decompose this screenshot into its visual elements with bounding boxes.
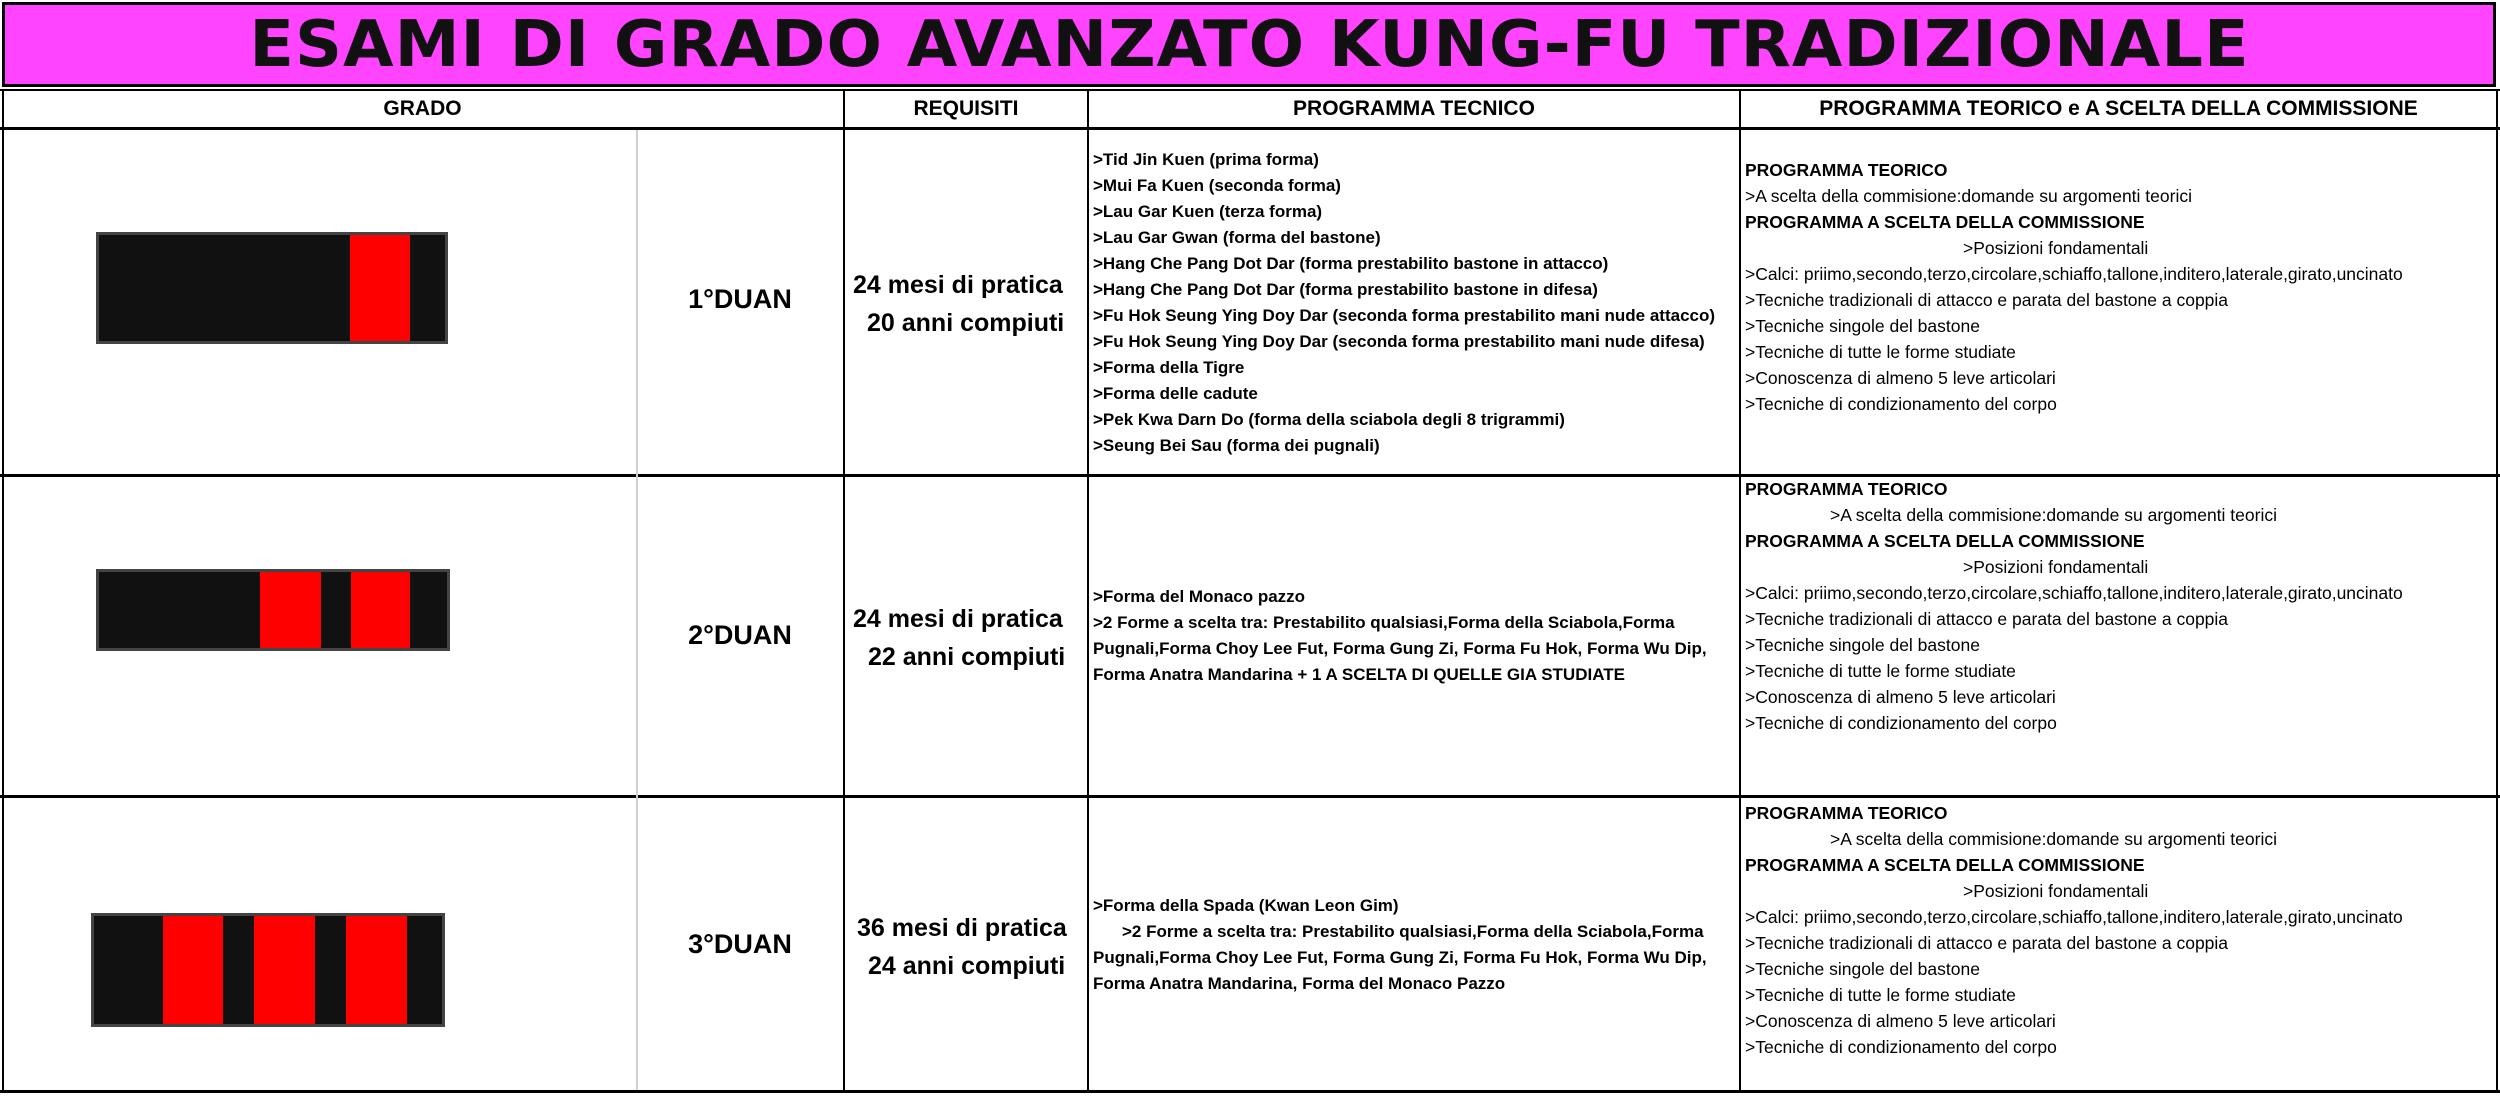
list-item: >Lau Gar Gwan (forma del bastone): [1093, 228, 1381, 247]
header-requisiti: REQUISITI: [913, 97, 1019, 120]
list-item: >Tecniche singole del bastone: [1745, 316, 1980, 336]
list-item: >Calci: priimo,secondo,terzo,circolare,schiaffo,tallone,inditero,laterale,girato,uncinato: [1745, 907, 2403, 927]
requisiti-mesi: 24 mesi di pratica: [853, 271, 1063, 299]
belt-stripe: [163, 916, 223, 1024]
header-programma-tecnico: PROGRAMMA TECNICO: [1293, 97, 1535, 120]
list-item: >Seung Bei Sau (forma dei pugnali): [1093, 436, 1380, 455]
list-item: >Tecniche di condizionamento del corpo: [1745, 394, 2057, 414]
divider: [0, 1090, 2500, 1093]
section-heading: PROGRAMMA A SCELTA DELLA COMMISSIONE: [1745, 531, 2145, 551]
list-item: >2 Forme a scelta tra: Prestabilito qualsiasi,Forma della Sciabola,Forma Pugnali,Forma Choy Lee Fut, Forma Gung Zi, Forma Fu Hok, Forma Wu Dip, Forma Anatra Mandarina, Forma del Monaco Pazzo: [1093, 922, 1707, 993]
header-programma-teorico: PROGRAMMA TEORICO e A SCELTA DELLA COMMISSIONE: [1819, 97, 2418, 120]
programma-teorico-list: [1745, 157, 2495, 417]
section-heading: PROGRAMMA TEORICO: [1745, 479, 1948, 499]
section-heading: PROGRAMMA A SCELTA DELLA COMMISSIONE: [1745, 855, 2145, 875]
list-item: >Tecniche di condizionamento del corpo: [1745, 713, 2057, 733]
belt-2-duan: [96, 569, 450, 651]
title-banner: [2, 2, 2496, 87]
list-item: >Tecniche tradizionali di attacco e parata del bastone a coppia: [1745, 290, 2229, 310]
grade-label: 2°DUAN: [688, 620, 792, 650]
list-item: >Forma delle cadute: [1093, 384, 1258, 403]
list-item: >Posizioni fondamentali: [1963, 238, 2149, 258]
section-heading: PROGRAMMA TEORICO: [1745, 160, 1948, 180]
belt-3-duan: [91, 913, 445, 1027]
programma-teorico-list: [1745, 800, 2495, 1060]
list-item: >Posizioni fondamentali: [1963, 557, 2149, 577]
list-item: >Fu Hok Seung Ying Doy Dar (seconda forma prestabilito mani nude attacco): [1093, 306, 1716, 325]
list-item: >Tecniche tradizionali di attacco e parata del bastone a coppia: [1745, 933, 2229, 953]
grade-label: 3°DUAN: [688, 929, 792, 959]
divider: [636, 130, 638, 1090]
list-item: >2 Forme a scelta tra: Prestabilito qualsiasi,Forma della Sciabola,Forma Pugnali,Forma Choy Lee Fut, Forma Gung Zi, Forma Fu Hok, Forma Wu Dip, Forma Anatra Mandarina + 1 A SCELTA DI QUELLE GIA STUDIATE: [1093, 613, 1707, 684]
page-title: ESAMI DI GRADO AVANZATO KUNG-FU TRADIZIONALE: [248, 7, 2250, 82]
requisiti-mesi: 24 mesi di pratica: [853, 605, 1063, 633]
list-item: >Posizioni fondamentali: [1963, 881, 2149, 901]
divider: [1087, 89, 1089, 1093]
list-item: >Fu Hok Seung Ying Doy Dar (seconda forma prestabilito mani nude difesa): [1093, 332, 1705, 351]
requisiti-cell: [853, 266, 1064, 342]
requisiti-cell: [853, 600, 1065, 676]
list-item: >Calci: priimo,secondo,terzo,circolare,schiaffo,tallone,inditero,laterale,girato,uncinato: [1745, 264, 2403, 284]
list-item: >Tecniche singole del bastone: [1745, 959, 1980, 979]
list-item: >A scelta della commisione:domande su argomenti teorici: [1830, 505, 2277, 525]
belt-stripe: [351, 572, 410, 648]
list-item: >Conoscenza di almeno 5 leve articolari: [1745, 1011, 2056, 1031]
list-item: >Tid Jin Kuen (prima forma): [1093, 150, 1319, 169]
list-item: >Tecniche di tutte le forme studiate: [1745, 985, 2016, 1005]
list-item: >Pek Kwa Darn Do (forma della sciabola degli 8 trigrammi): [1093, 410, 1565, 429]
section-heading: PROGRAMMA A SCELTA DELLA COMMISSIONE: [1745, 212, 2145, 232]
list-item: >A scelta della commisione:domande su argomenti teorici: [1745, 186, 2192, 206]
divider: [1739, 89, 1741, 1093]
list-item: >Tecniche singole del bastone: [1745, 635, 1980, 655]
list-item: >Lau Gar Kuen (terza forma): [1093, 202, 1323, 221]
list-item: >Tecniche di condizionamento del corpo: [1745, 1037, 2057, 1057]
list-item: >Mui Fa Kuen (seconda forma): [1093, 176, 1341, 195]
belt-stripe: [254, 916, 315, 1024]
programma-tecnico-list: [1093, 893, 1708, 997]
divider: [843, 89, 845, 1093]
section-heading: PROGRAMMA TEORICO: [1745, 803, 1948, 823]
list-item: >Tecniche di tutte le forme studiate: [1745, 661, 2016, 681]
list-item: >Forma della Spada (Kwan Leon Gim): [1093, 896, 1399, 915]
grade-label: 1°DUAN: [688, 284, 792, 314]
list-item: >Tecniche tradizionali di attacco e parata del bastone a coppia: [1745, 609, 2229, 629]
belt-stripe: [260, 572, 321, 648]
divider: [0, 795, 2500, 798]
requisiti-eta: 24 anni compiuti: [868, 952, 1066, 980]
list-item: >Calci: priimo,secondo,terzo,circolare,schiaffo,tallone,inditero,laterale,girato,uncinato: [1745, 583, 2403, 603]
list-item: >Tecniche di tutte le forme studiate: [1745, 342, 2016, 362]
programma-tecnico-list: [1093, 584, 1708, 688]
divider: [2496, 89, 2498, 1093]
list-item: >Forma del Monaco pazzo: [1093, 587, 1306, 606]
programma-teorico-list: [1745, 476, 2495, 736]
list-item: >Hang Che Pang Dot Dar (forma prestabilito bastone in difesa): [1093, 280, 1598, 299]
header-grado: GRADO: [383, 97, 462, 120]
list-item: >A scelta della commisione:domande su argomenti teorici: [1830, 829, 2277, 849]
divider: [2, 89, 4, 1093]
list-item: >Conoscenza di almeno 5 leve articolari: [1745, 368, 2056, 388]
requisiti-eta: 22 anni compiuti: [868, 643, 1066, 671]
belt-stripe: [346, 916, 407, 1024]
programma-tecnico-list: [1093, 147, 1716, 459]
belt-1-duan: [96, 232, 448, 344]
list-item: >Conoscenza di almeno 5 leve articolari: [1745, 687, 2056, 707]
requisiti-cell: [857, 909, 1067, 985]
requisiti-eta: 20 anni compiuti: [867, 309, 1065, 337]
list-item: >Hang Che Pang Dot Dar (forma prestabilito bastone in attacco): [1093, 254, 1609, 273]
belt-stripe: [350, 235, 410, 341]
list-item: >Forma della Tigre: [1093, 358, 1245, 377]
requisiti-mesi: 36 mesi di pratica: [857, 914, 1067, 942]
